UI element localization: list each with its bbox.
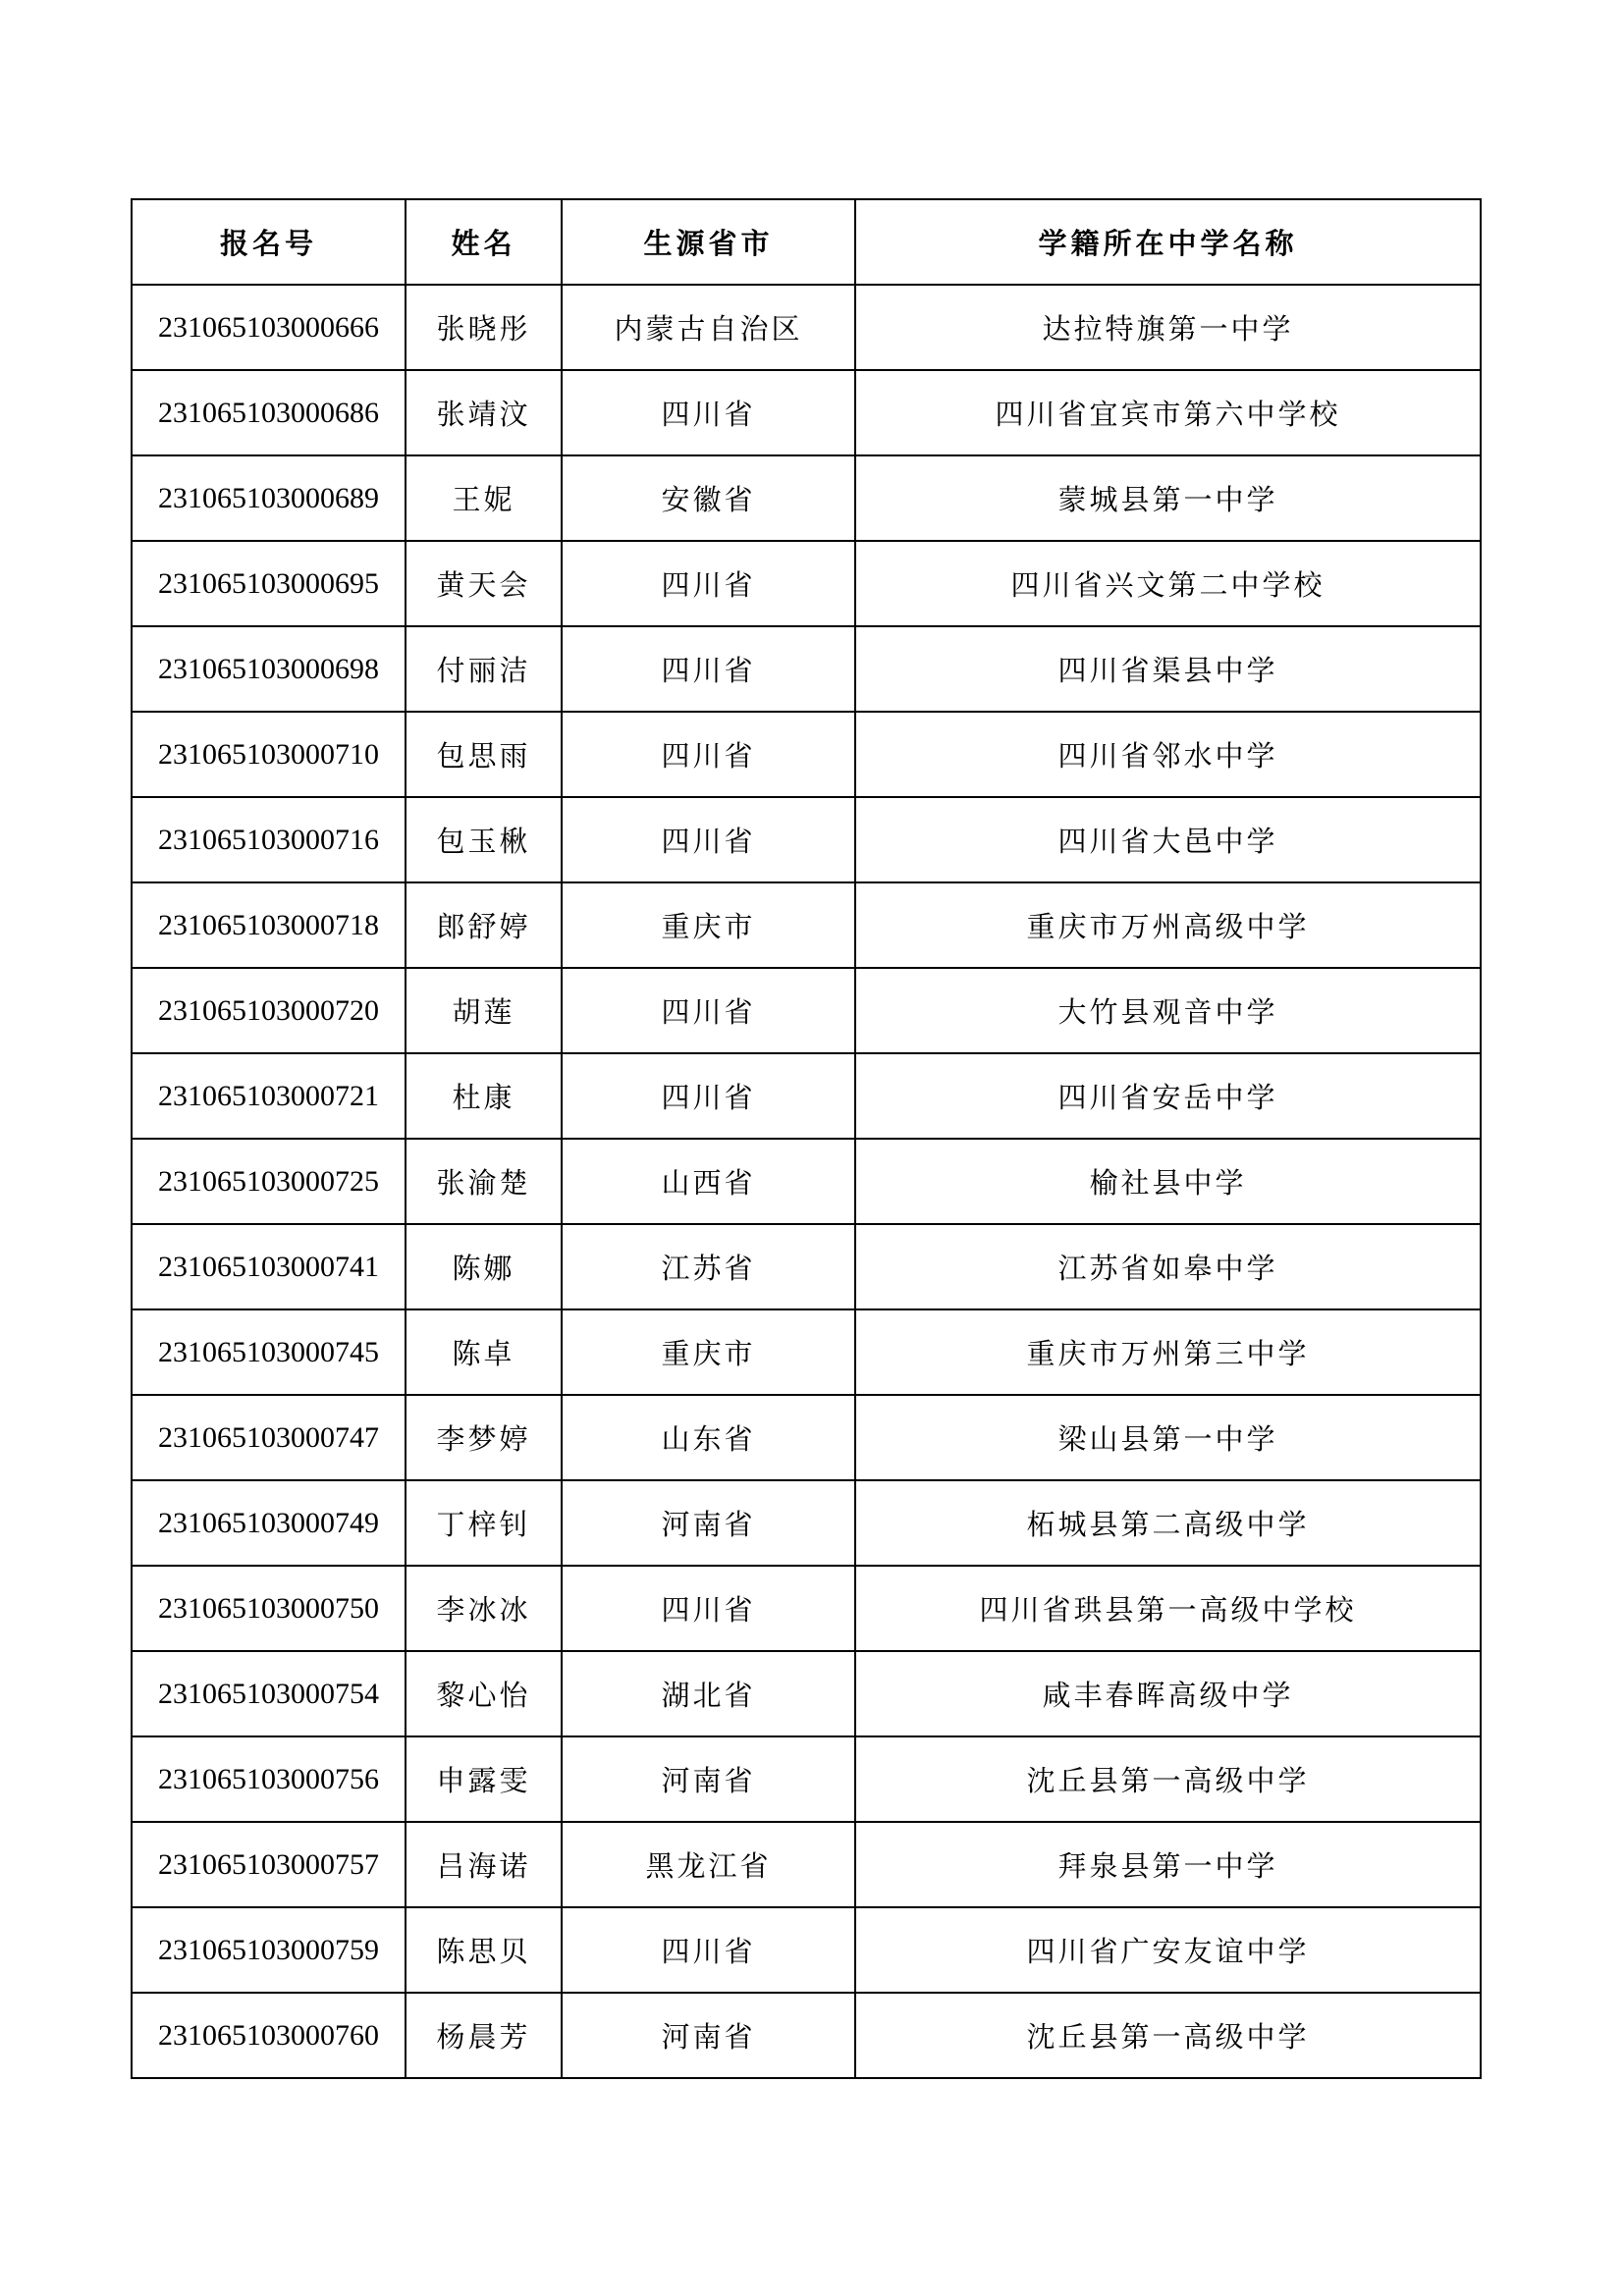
cell-registration-number: 231065103000695 [132,541,406,626]
cell-high-school: 沈丘县第一高级中学 [855,1993,1481,2078]
cell-high-school: 柘城县第二高级中学 [855,1480,1481,1566]
table-row [132,1993,1481,2078]
cell-origin-province: 河南省 [562,1480,855,1566]
cell-high-school: 四川省大邑中学 [855,797,1481,882]
cell-student-name: 吕海诺 [406,1822,562,1907]
cell-origin-province: 山西省 [562,1139,855,1224]
table-row [132,712,1481,797]
cell-registration-number: 231065103000759 [132,1907,406,1993]
cell-origin-province: 黑龙江省 [562,1822,855,1907]
table-row [132,1224,1481,1309]
cell-origin-province: 江苏省 [562,1224,855,1309]
cell-student-name: 付丽洁 [406,626,562,712]
cell-high-school: 四川省广安友谊中学 [855,1907,1481,1993]
cell-high-school: 四川省兴文第二中学校 [855,541,1481,626]
cell-registration-number: 231065103000689 [132,455,406,541]
cell-origin-province: 四川省 [562,1907,855,1993]
table-row [132,882,1481,968]
cell-origin-province: 湖北省 [562,1651,855,1736]
cell-high-school: 大竹县观音中学 [855,968,1481,1053]
cell-student-name: 李梦婷 [406,1395,562,1480]
cell-origin-province: 四川省 [562,712,855,797]
cell-high-school: 沈丘县第一高级中学 [855,1736,1481,1822]
cell-student-name: 黎心怡 [406,1651,562,1736]
table-row [132,1822,1481,1907]
cell-student-name: 张晓彤 [406,285,562,370]
cell-registration-number: 231065103000725 [132,1139,406,1224]
cell-student-name: 张渝楚 [406,1139,562,1224]
cell-registration-number: 231065103000760 [132,1993,406,2078]
cell-registration-number: 231065103000666 [132,285,406,370]
header-name: 姓名 [406,199,562,285]
table-row [132,541,1481,626]
cell-registration-number: 231065103000716 [132,797,406,882]
cell-high-school: 梁山县第一中学 [855,1395,1481,1480]
cell-student-name: 郎舒婷 [406,882,562,968]
cell-registration-number: 231065103000721 [132,1053,406,1139]
cell-registration-number: 231065103000710 [132,712,406,797]
header-row [132,199,1481,285]
cell-registration-number: 231065103000745 [132,1309,406,1395]
cell-high-school: 四川省安岳中学 [855,1053,1481,1139]
cell-student-name: 张靖汶 [406,370,562,455]
cell-high-school: 榆社县中学 [855,1139,1481,1224]
cell-registration-number: 231065103000686 [132,370,406,455]
cell-registration-number: 231065103000757 [132,1822,406,1907]
cell-origin-province: 四川省 [562,797,855,882]
table-row [132,626,1481,712]
cell-high-school: 蒙城县第一中学 [855,455,1481,541]
cell-origin-province: 四川省 [562,626,855,712]
table-row [132,1309,1481,1395]
table-row [132,285,1481,370]
table-row [132,455,1481,541]
cell-registration-number: 231065103000741 [132,1224,406,1309]
cell-registration-number: 231065103000754 [132,1651,406,1736]
cell-high-school: 拜泉县第一中学 [855,1822,1481,1907]
table-row [132,968,1481,1053]
table-row [132,1480,1481,1566]
cell-origin-province: 四川省 [562,1053,855,1139]
cell-high-school: 达拉特旗第一中学 [855,285,1481,370]
table-row [132,1139,1481,1224]
admission-roster-table [131,198,1482,2079]
cell-student-name: 李冰冰 [406,1566,562,1651]
header-registration-number: 报名号 [132,199,406,285]
cell-origin-province: 四川省 [562,541,855,626]
cell-high-school: 重庆市万州第三中学 [855,1309,1481,1395]
cell-student-name: 杜康 [406,1053,562,1139]
cell-student-name: 陈思贝 [406,1907,562,1993]
cell-high-school: 四川省邻水中学 [855,712,1481,797]
cell-origin-province: 重庆市 [562,1309,855,1395]
cell-student-name: 陈娜 [406,1224,562,1309]
header-origin-province: 生源省市 [562,199,855,285]
cell-origin-province: 四川省 [562,1566,855,1651]
cell-origin-province: 安徽省 [562,455,855,541]
header-high-school: 学籍所在中学名称 [855,199,1481,285]
table-row [132,1053,1481,1139]
cell-origin-province: 河南省 [562,1993,855,2078]
cell-registration-number: 231065103000718 [132,882,406,968]
table-row [132,370,1481,455]
cell-high-school: 四川省渠县中学 [855,626,1481,712]
cell-registration-number: 231065103000698 [132,626,406,712]
cell-origin-province: 河南省 [562,1736,855,1822]
cell-origin-province: 四川省 [562,968,855,1053]
cell-student-name: 杨晨芳 [406,1993,562,2078]
cell-student-name: 申露雯 [406,1736,562,1822]
table-row [132,1566,1481,1651]
cell-origin-province: 山东省 [562,1395,855,1480]
cell-student-name: 黄天会 [406,541,562,626]
cell-student-name: 胡莲 [406,968,562,1053]
cell-registration-number: 231065103000750 [132,1566,406,1651]
cell-high-school: 江苏省如皋中学 [855,1224,1481,1309]
cell-origin-province: 四川省 [562,370,855,455]
cell-registration-number: 231065103000720 [132,968,406,1053]
cell-student-name: 王妮 [406,455,562,541]
cell-origin-province: 重庆市 [562,882,855,968]
cell-registration-number: 231065103000756 [132,1736,406,1822]
cell-high-school: 四川省珙县第一高级中学校 [855,1566,1481,1651]
cell-student-name: 包玉楸 [406,797,562,882]
cell-origin-province: 内蒙古自治区 [562,285,855,370]
cell-high-school: 重庆市万州高级中学 [855,882,1481,968]
table-row [132,1736,1481,1822]
cell-high-school: 四川省宜宾市第六中学校 [855,370,1481,455]
cell-high-school: 咸丰春晖高级中学 [855,1651,1481,1736]
cell-registration-number: 231065103000749 [132,1480,406,1566]
table-row [132,1395,1481,1480]
cell-student-name: 包思雨 [406,712,562,797]
table-row [132,1651,1481,1736]
cell-student-name: 丁梓钊 [406,1480,562,1566]
table-row [132,797,1481,882]
table-header [132,199,1481,285]
cell-registration-number: 231065103000747 [132,1395,406,1480]
cell-student-name: 陈卓 [406,1309,562,1395]
table-row [132,1907,1481,1993]
table-body [132,285,1481,2078]
